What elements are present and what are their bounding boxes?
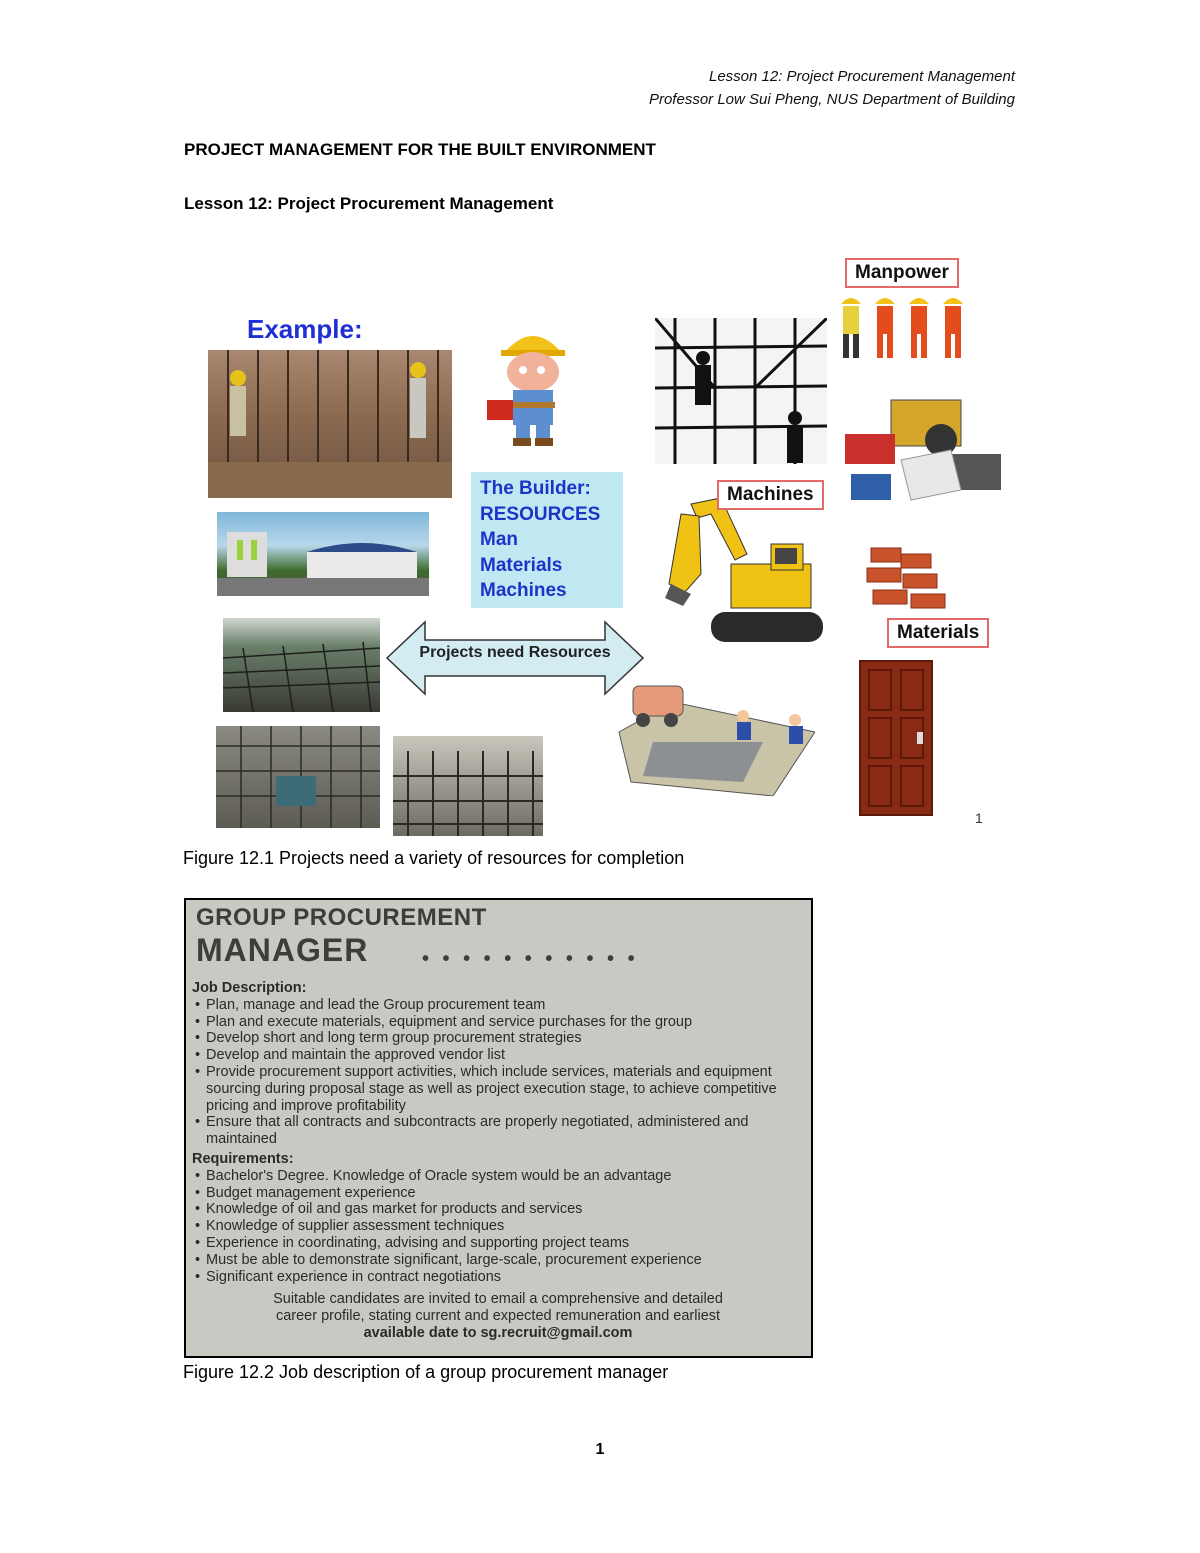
builder-cartoon [483, 322, 583, 447]
door-image [859, 660, 933, 816]
requirements-heading: Requirements: [192, 1150, 294, 1167]
slide-number: 1 [975, 810, 983, 826]
list-item: • Develop and maintain the approved vendor list [206, 1047, 804, 1064]
ad-body [192, 980, 804, 1342]
figure-job-advert [184, 898, 813, 1358]
ad-dots: • • • • • • • • • • • [422, 948, 639, 970]
document-title: PROJECT MANAGEMENT FOR THE BUILT ENVIRONMENT [184, 140, 656, 159]
list-item: • Knowledge of supplier assessment techniques [206, 1218, 804, 1235]
list-item: • Plan and execute materials, equipment and service purchases for the group [206, 1014, 804, 1031]
list-item: • Knowledge of oil and gas market for products and services [206, 1201, 804, 1218]
list-item: • Provide procurement support activities, which include services, materials and equipment sourcing during proposal stage as well as project execution stage, to achieve competitive pricing and improve profitability [206, 1064, 804, 1114]
machinery-collage [841, 380, 1009, 510]
machines-label: Machines [717, 480, 824, 510]
builder-line: Machines [480, 580, 567, 601]
manpower-label: Manpower [845, 258, 959, 288]
list-item: • Develop short and long term group procurement strategies [206, 1030, 804, 1047]
ad-title-line1: GROUP PROCUREMENT [196, 904, 487, 931]
job-description-list [192, 997, 804, 1148]
builder-line: Man [480, 529, 518, 550]
photo-construction-site-aerial [223, 618, 380, 712]
figure-resources [195, 240, 1015, 840]
list-item: • Bachelor's Degree. Knowledge of Oracle system would be an advantage [206, 1168, 804, 1185]
list-item: • Must be able to demonstrate significant, large-scale, procurement experience [206, 1252, 804, 1269]
job-description-heading: Job Description: [192, 980, 307, 996]
builder-line: RESOURCES [480, 503, 601, 525]
list-item: • Significant experience in contract negotiations [206, 1269, 804, 1286]
builder-line: Materials [480, 554, 563, 576]
ad-title-line2: MANAGER [196, 932, 369, 968]
requirements-list [192, 1168, 804, 1286]
builder-line: The Builder: [480, 478, 591, 499]
ad-footer-line: available date to sg.recruit@gmail.com [363, 1324, 633, 1341]
list-item: • Experience in coordinating, advising and supporting project teams [206, 1235, 804, 1252]
manpower-figures [835, 292, 975, 366]
example-label: Example: [247, 314, 363, 344]
photo-silhouette-workers [655, 318, 827, 464]
figure-1-caption: Figure 12.1 Projects need a variety of resources for completion [183, 848, 685, 868]
running-header-author: Professor Low Sui Pheng, NUS Department of Building [648, 91, 1015, 108]
excavator-image [661, 494, 831, 652]
bricks-image [861, 540, 957, 612]
running-header-title: Lesson 12: Project Procurement Management [709, 68, 1015, 85]
photo-school-building [217, 512, 429, 596]
page-number: 1 [595, 1441, 605, 1458]
list-item: • Plan, manage and lead the Group procurement team [206, 997, 804, 1014]
figure-2-caption: Figure 12.2 Job description of a group procurement manager [183, 1362, 669, 1382]
materials-label: Materials [887, 618, 989, 648]
photo-scaffold-building [216, 726, 380, 828]
arrow-label: Projects need Resources [419, 644, 611, 661]
ad-footer-line: Suitable candidates are invited to email a comprehensive and detailed [273, 1291, 723, 1308]
ad-footer [192, 1291, 804, 1341]
lesson-title: Lesson 12: Project Procurement Management [184, 194, 554, 213]
builder-resources-box [471, 472, 623, 608]
photo-formwork-scaffold [393, 736, 543, 836]
list-item: • Ensure that all contracts and subcontracts are properly negotiated, administered and maintained [206, 1114, 804, 1148]
photo-workers-rebar [208, 350, 452, 498]
ad-footer-line: career profile, stating current and expected remuneration and earliest [275, 1308, 721, 1325]
list-item: • Budget management experience [206, 1185, 804, 1202]
concrete-work-illustration [613, 672, 815, 796]
